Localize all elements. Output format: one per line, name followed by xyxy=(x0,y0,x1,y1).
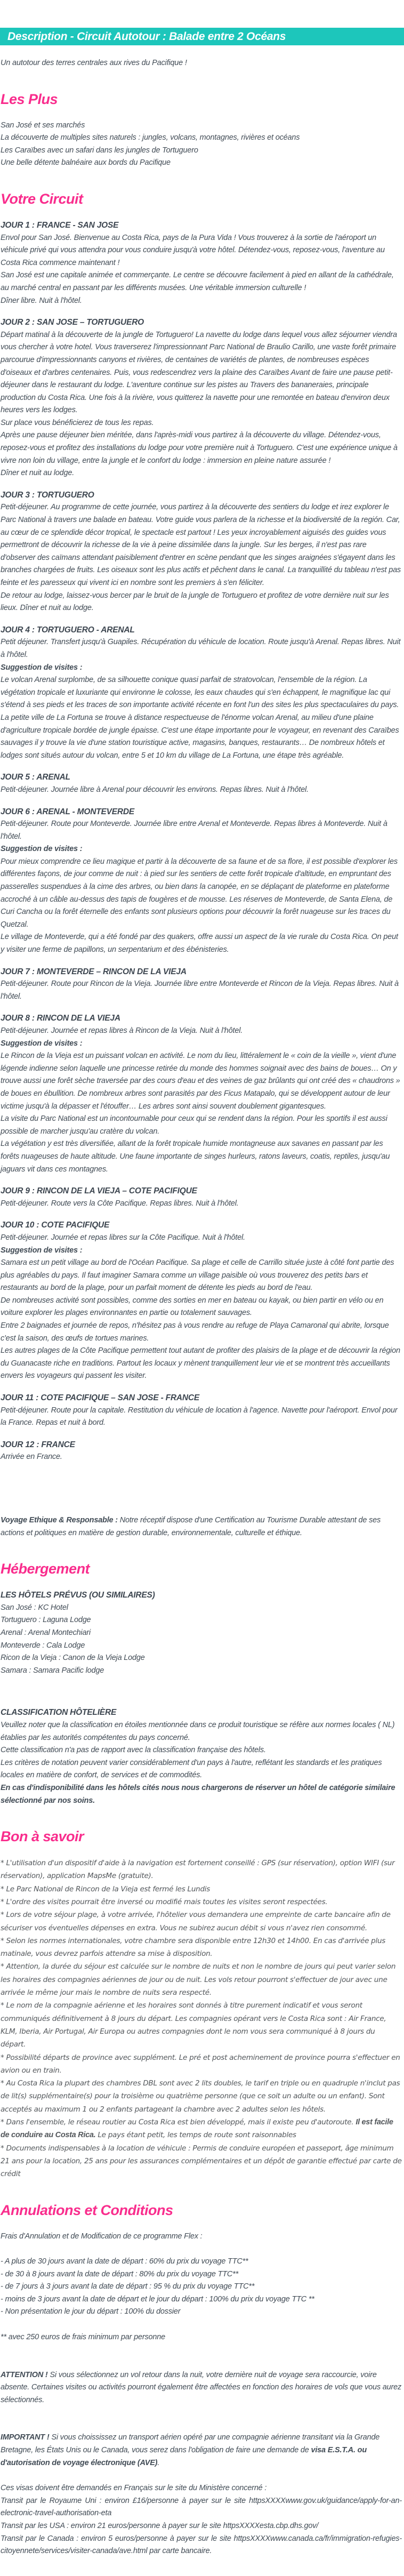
fee-item: - de 7 jours à 3 jours avant la date de départ : 95 % du prix du voyage TTC** xyxy=(1,2282,255,2291)
bon-a-savoir-item: * Dans l'ensemble, le réseau routier au Costa Rica est bien développé, mais il existe peu d'autoroute. Il est facile de conduire au Costa Rica. Le pays étant petit, les temps de route sont raisonnables xyxy=(1,2118,393,2140)
hotel-item: Arenal : Arenal Montechiari xyxy=(1,1628,91,1637)
fees-list xyxy=(1,2256,402,2318)
day-paragraph: Samara est un petit village au bord de l'Océan Pacifique. Sa plage et celle de Carrillo située juste à côté font partie des plus agréables du pays. Il faut imaginer Samara comme un village paisible où vous trouverez des petits bars et restaurants au bord de la plage, pour un parfait moment de détente les pieds au bord de l'eau. xyxy=(1,1258,394,1293)
les-plus-item: Une belle détente balnéaire aux bords du Pacifique xyxy=(1,158,171,167)
les-plus-item: La découverte de multiples sites naturels : jungles, volcans, montagnes, rivières et océans xyxy=(1,133,300,142)
classification-block xyxy=(1,1706,402,1807)
day-block xyxy=(1,489,402,615)
hotels-title: LES HÔTELS PRÉVUS (OU SIMILAIRES) xyxy=(1,1591,155,1600)
bon-a-savoir-item: * Selon les normes internationales, votre chambre sera disponible entre 12h30 et 14h00. En cas d'arrivée plus matinale, vous devrez parfois attendre sa mise à disposition. xyxy=(1,1936,386,1959)
day-paragraph: Le volcan Arenal surplombe, de sa silhouette conique quasi parfait de stratovolcan, l'ensemble de la région. La végétation tropicale et luxuriante qui environne le colosse, les eaux chaudes qui s'en échappent, le magnifique lac qui s'étend à ses pieds et les traces de son importante activité récente en font l'un des sites les plus spectaculaires du pays. La petite ville de La Fortuna se trouve à distance respectueuse de l'énorme volcan Arenal, au milieu d'une plaine d'agriculture tropicale bordée de jungle épaisse. C'est une étape importante pour le voyageur, en revenant des Caraïbes sauvages il y trouve la vie d'une station touristique active, magasins, banques, restaurants… De nombreux hôtels et lodges sont situés autour du volcan, entre 5 et 10 km du village de La Fortuna, une étape très agréable. xyxy=(1,676,399,760)
day-block xyxy=(1,624,402,763)
day-paragraph: Petit-déjeuner. Route pour Monteverde. Journée libre entre Arenal et Monteverde. Repas libres à Monteverde. Nuit à l'hôtel. xyxy=(1,820,387,841)
day-title: JOUR 3 : TORTUGUERO xyxy=(1,490,94,500)
fee-item: - A plus de 30 jours avant la date de départ : 60% du prix du voyage TTC** xyxy=(1,2257,248,2266)
hotels-list xyxy=(1,1602,402,1678)
hotel-item: Monteverde : Cala Lodge xyxy=(1,1641,85,1650)
bon-a-savoir-item: * Lors de votre séjour plage, à votre arrivée, l'hôtelier vous demandera une empreinte de carte bancaire afin de sécuriser vos éventuelles dépenses en extra. Vous ne subirez aucun débit si vous n'avez rien consommé. xyxy=(1,1911,391,1932)
day-paragraph: La végétation y est très diversifiée, allant de la forêt tropicale humide montagneuse aux savanes en passant par les forêts nuageuses de haute altitude. Une faune importante de singes hurleurs, ratons laveurs, coatis, reptiles, jusqu'au jaguars vit dans ces montagnes. xyxy=(1,1139,390,1174)
day-paragraph: La visite du Parc National est un incontournable pour ceux qui se rendent dans la région. Pour les sportifs il est aussi possible de marcher jusqu'au cratère du volcan. xyxy=(1,1114,387,1136)
day-title: JOUR 6 : ARENAL - MONTEVERDE xyxy=(1,807,135,816)
fee-item: - de 30 à 8 jours avant la date de départ : 80% du prix du voyage TTC** xyxy=(1,2269,239,2278)
day-block xyxy=(1,771,402,796)
classification-paragraphs xyxy=(1,1719,402,1807)
day-title: JOUR 5 : ARENAL xyxy=(1,773,70,782)
bon-a-savoir-item: * Documents indispensables à la location de véhicule : Permis de conduire européen et passeport, âge minimum 21 ans pour la location, 25 ans pour les assurances complémentaires et un dépôt de garantie effectué par carte de crédit xyxy=(1,2144,402,2179)
fee-item: - moins de 3 jours avant la date de départ et le jour du départ : 100% du prix du voyage TTC ** xyxy=(1,2294,314,2304)
day-paragraph: Pour mieux comprendre ce lieu magique et partir à la découverte de sa faune et de sa flore, il est possible d'explorer les différentes façons, de jour comme de nuit : à pied sur les sentiers de cette forêt tropicale d'altitude, en empruntant des passerelles suspendues à la cime des arbres, ou bien dans la canopée, en se déplaçant de plateforme en plateforme accroché à un câble au-dessus des tapis de fougères et de mousse. Les réserves de Monteverde, de Santa Elena, de Curi Cancha ou la forêt éternelle des enfants sont plusieurs options pour découvrir la forêt nuageuse sur les traces du Quetzal. xyxy=(1,857,398,929)
day-title: JOUR 12 : FRANCE xyxy=(1,1440,75,1449)
day-paragraph: Petit-déjeuner. Au programme de cette journée, vous partirez à la découverte des sentiers du lodge et irez explorer le Parc National à travers une balade en bateau. Votre guide vous parlera de la richesse et la biodiversité de la región. Car, au cœur de ce splendide décor tropical, le spectacle est partout ! Les yeux incroyablement aiguisés des guides vous permettront de découvrir la richesse de la vie à peine dissimilée dans la jungle. Sur les berges, il n'est pas rare d'observer des caïmans attendant paisiblement d'entrer en scène pendant que les singes araignées s'égayent dans les branches chargées de fruits. Les oiseaux sont les plus actifs et pêchent dans le canal. La tranquillité du tableau n'est pas feinte et les paresseux qui vivent ici en nombre sont les premiers à s'en féliciter. xyxy=(1,503,401,587)
day-paragraph: Arrivée en France. xyxy=(1,1452,62,1462)
important-paragraph: IMPORTANT ! Si vous choississez un transport aérien opéré par une compagnie aérienne transitant via la Grande Bretagne, les États Unis ou le Canada, vous serez dans l'obligation de faire une demande de visa E.S.T.A. ou d'autorisation de voyage électronique (AVE). xyxy=(1,2433,380,2467)
hotel-item: Samara : Samara Pacific lodge xyxy=(1,1666,104,1675)
visa-item: Transit par les USA : environ 21 euros/personne à payer sur le site httpsXXXXesta.cbp.dhs.gov/ xyxy=(1,2522,319,2531)
bon-a-savoir-item: * L'utilisation d'un dispositif d'aide à la navigation est fortement conseillé : GPS (sur réservation), option WIFI (sur réservation), application MapsMe (gratuite). xyxy=(1,1859,395,1881)
bon-a-savoir-item: * Le nom de la compagnie aérienne et les horaires sont donnés à titre purement indicatif et vous seront communiqués définitivement à 8 jours du départ. Les compagnies opérant vers le Costa Rica sont : Air France, KLM, Iberia, Air Portugal, Air Europa ou autres compagnies dont le nom vous sera communiqué à 8 jours du départ. xyxy=(1,2001,386,2049)
visa-item: Ces visas doivent être demandés en Français sur le site du Ministère concerné : xyxy=(1,2484,267,2493)
classification-paragraph: Cette classification n'a pas de rapport avec la classification française des hôtels. xyxy=(1,1746,266,1755)
day-paragraph: De retour au lodge, laissez-vous bercer par le bruit de la jungle de Tortuguero et profitez de votre dernière nuit sur les lieux. Dîner et nuit au lodge. xyxy=(1,591,389,613)
intro-text: Un autotour des terres centrales aux rives du Pacifique ! xyxy=(1,59,187,67)
day-title: JOUR 11 : COTE PACIFIQUE – SAN JOSE - FRANCE xyxy=(1,1393,200,1403)
fee-item: - Non présentation le jour du départ : 100% du dossier xyxy=(1,2307,181,2316)
day-paragraph: Sur place vous bénéficierez de tous les repas. xyxy=(1,418,154,427)
section-heading-bon-a-savoir: Bon à savoir xyxy=(1,1828,84,1845)
day-paragraph: Suggestion de visites : xyxy=(1,1039,83,1048)
day-block xyxy=(1,219,402,307)
day-paragraph: Après une pause déjeuner bien méritée, dans l'après-midi vous partirez à la découverte du village. Détendez-vous, reposez-vous et profitez des installations du lodge pour votre première nuit à Tortuguero. C'est une expérience unique à vivre non loin du village, entre la jungle et le confort du lodge : immersion en pleine nature assurée ! xyxy=(1,431,398,465)
annulation-intro: Frais d'Annulation et de Modification de ce programme Flex : xyxy=(1,2232,203,2241)
day-title: JOUR 9 : RINCON DE LA VIEJA – COTE PACIFIQUE xyxy=(1,1186,197,1196)
attention-paragraph: ATTENTION ! Si vous sélectionnez un vol retour dans la nuit, votre dernière nuit de voyage sera raccourcie, voire absente. Certaines visites ou activités pourront également être affectées en fonction des horaires de vols que vous aurez sélectionnés. xyxy=(1,2370,401,2404)
bon-a-savoir-list xyxy=(1,1857,402,2180)
day-paragraph: Entre 2 baignades et journée de repos, n'hésitez pas à vous rendre au refuge de Playa Camaronal qui abrite, lorsque c'est la saison, des œufs de tortues marines. xyxy=(1,1321,389,1343)
day-paragraph: Suggestion de visites : xyxy=(1,1246,83,1255)
hotel-item: Tortuguero : Laguna Lodge xyxy=(1,1616,91,1625)
day-block xyxy=(1,1439,402,1464)
classification-paragraph: Veuillez noter que la classification en étoiles mentionnée dans ce produit touristique se réfère aux normes locales ( NL) établies par les autorités compétentes du pays concerné. xyxy=(1,1720,395,1742)
section-heading-les-plus: Les Plus xyxy=(1,91,58,107)
hotel-item: Ricon de la Vieja : Canon de la Vieja Lodge xyxy=(1,1654,145,1663)
day-block xyxy=(1,1012,402,1176)
day-paragraph: Petit-déjeuner. Route pour la capitale. Restitution du véhicule de location à l'agence. Navette pour l'aéroport. Envol pour la France. Repas et nuit à bord. xyxy=(1,1406,398,1427)
day-paragraph: San José est une capitale animée et commerçante. Le centre se découvre facilement à pied en allant de la cathédrale, au marché central en passant par les différents musées. Une véritable immersion culturelle ! xyxy=(1,271,394,292)
les-plus-list xyxy=(1,119,402,170)
day-paragraph: Petit-déjeuner. Route vers la Côte Pacifique. Repas libres. Nuit à l'hôtel. xyxy=(1,1199,239,1208)
day-paragraph: Envol pour San José. Bienvenue au Costa Rica, pays de la Pura Vida ! Vous trouverez à la sortie de l'aéroport un véhicule privé qui vous attendra pour vous conduire jusqu'à votre hôtel. Détendez-vous, reposez-vous, l'aventure au Costa Rica commence maintenant ! xyxy=(1,233,385,267)
bon-a-savoir-item: * Attention, la durée du séjour est calculée sur le nombre de nuits et non le nombre de jours qui peut varier selon les horaires des compagnies aériennes de jour ou de nuit. Les vols retour pourront s'effectuer de jour avec une arrivée le même jour mais le nombre de nuits sera respecté. xyxy=(1,1962,396,1997)
day-paragraph: Le village de Monteverde, qui a été fondé par des quakers, offre aussi un aspect de la vie rurale du Costa Rica. On peut y visiter une ferme de papillons, un serpentarium et des ébénisteries. xyxy=(1,933,398,954)
description-banner xyxy=(0,28,404,45)
day-paragraph: Petit-déjeuner. Journée et repas libres à Rincon de la Vieja. Nuit à l'hôtel. xyxy=(1,1026,243,1035)
day-block xyxy=(1,1392,402,1430)
day-block xyxy=(1,806,402,957)
hotel-item: San José : KC Hotel xyxy=(1,1603,68,1612)
document-content xyxy=(0,57,404,2558)
day-paragraph: Les autres plages de la Côte Pacifique permettent tout autant de profiter des plaisirs de la plage et de découvrir la région du Guanacaste riche en traditions. Partout les locaux y mènent tranquillement leur vie et se montrent très accueillants envers les voyageurs qui passent les visiter. xyxy=(1,1346,400,1381)
day-paragraph: De nombreuses activité sont possibles, comme des sorties en mer en bateau ou kayak, ou bien partir en vélo ou en voiture explorer les plages environnantes en partie ou totalement sauvages. xyxy=(1,1296,384,1318)
day-block xyxy=(1,966,402,1004)
day-paragraph: Dîner et nuit au lodge. xyxy=(1,469,75,478)
section-heading-votre-circuit: Votre Circuit xyxy=(1,190,83,207)
ethique-paragraph: Voyage Ethique & Responsable : Notre réceptif dispose d'une Certification au Tourisme Durable attestant de ses actions et politiques en matière de gestion durable, environnementale, culturelle et éthique. xyxy=(1,1516,381,1537)
day-paragraph: Suggestion de visites : xyxy=(1,845,83,854)
classification-title: CLASSIFICATION HÔTELIÈRE xyxy=(1,1708,117,1718)
banner-title: Description - Circuit Autotour : Balade entre 2 Océans xyxy=(7,30,286,43)
day-paragraph: Petit-déjeuner. Journée et repas libres sur la Côte Pacifique. Nuit à l'hôtel. xyxy=(1,1233,245,1242)
day-title: JOUR 4 : TORTUGUERO - ARENAL xyxy=(1,625,135,635)
days-list xyxy=(1,219,402,1464)
bon-a-savoir-item: * Au Costa Rica la plupart des chambres DBL sont avec 2 lits doubles, le tarif en triple ou en quadruple n'inclut pas de lit(s) supplémentaire(s) pour la troisième ou quatrième personne (que ce soit un adulte ou un enfant). Sont acceptés au maximum 1 ou 2 enfants partageant la chambre avec 2 adultes selon les hôtels. xyxy=(1,2079,400,2114)
visas-list xyxy=(1,2482,402,2558)
bon-a-savoir-item: * L'ordre des visites pourrait être inversé ou modifié mais toutes les visites seront respectées. xyxy=(1,1897,328,1906)
classification-paragraph: En cas d'indisponibilité dans les hôtels cités nous nous chargerons de réserver un hôtel de catégorie similaire sélectionné par nos soins. xyxy=(1,1783,395,1805)
day-paragraph: Petit déjeuner. Transfert jusqu'à Guapiles. Récupération du véhicule de location. Route jusqu'à Arenal. Repas libres. Nuit à l'hôtel. xyxy=(1,638,401,659)
visa-item: Transit par le Royaume Uni : environ £16/personne à payer sur le site httpsXXXXwww.gov.uk/guidance/apply-for-an-electronic-travel-authorisation-eta xyxy=(1,2496,402,2518)
visa-item: Transit par le Canada : environ 5 euros/personne à payer sur le site httpsXXXXwww.canada.ca/fr/immigration-refugies-citoyennete/services/visiter-canada/ave.html par carte bancaire. xyxy=(1,2534,402,2556)
day-paragraph: Petit-déjeuner. Route pour Rincon de la Vieja. Journée libre entre Monteverde et Rincon de la Vieja. Repas libres. Nuit à l'hôtel. xyxy=(1,980,399,1001)
day-title: JOUR 2 : SAN JOSE – TORTUGUERO xyxy=(1,318,144,327)
top-whitespace xyxy=(0,0,404,28)
day-title: JOUR 10 : COTE PACIFIQUE xyxy=(1,1221,110,1230)
day-paragraph: Le Rincon de la Vieja est un puissant volcan en activité. Le nom du lieu, littéralement le « coin de la vieille », vient d'une légende indienne selon laquelle une princesse retirée du monde des hommes soignait avec des bains de boues… On y trouve aussi une forêt sèche traversée par des cours d'eau et des veines de gaz brûlants qui ont créé des « chaudrons » de boues en ébullition. De nombreux arbres sont parasités par des Ficus Matapalo, qui se développent autour de leur victime jusqu'à la dépasser et l'étouffer… Les arbres sont ainsi souvent doublement gigantesques. xyxy=(1,1052,400,1111)
section-heading-hebergement: Hébergement xyxy=(1,1561,90,1577)
les-plus-item: San José et ses marchés xyxy=(1,121,85,130)
day-title: JOUR 8 : RINCON DE LA VIEJA xyxy=(1,1014,120,1023)
bon-a-savoir-item: * Le Parc National de Rincon de la Vieja est fermé les Lundis xyxy=(1,1884,211,1893)
day-title: JOUR 1 : FRANCE - SAN JOSE xyxy=(1,220,119,230)
day-paragraph: Dîner libre. Nuit à l'hôtel. xyxy=(1,296,82,305)
day-paragraph: Petit-déjeuner. Journée libre à Arenal pour découvrir les environs. Repas libres. Nuit à l'hôtel. xyxy=(1,785,309,794)
les-plus-item: Les Caraïbes avec un safari dans les jungles de Tortuguero xyxy=(1,146,198,155)
day-paragraph: Départ matinal à la découverte de la jungle de Tortuguero! La navette du lodge dans lequel vous allez séjourner viendra vous chercher à votre hotel. Vous traverserez l'impressionnant Parc National de Braulio Carillo, une vaste forêt primaire parcourue d'impressionnants canyons et rivières, de centaines de variétés de plantes, de nombreuses espèces d'oiseaux et d'arbres centenaires. Puis, vous redescendrez vers la plaine des Caraïbes Avant de faire une pause petit-déjeuner dans le restaurant du lodge. L'aventure continue sur les pistes au Travers des bananeraies, principale production du Costa Rica. Une fois à la rivière, vous quitterez la navette pour une remontée en bateau d'environ deux heures vers les lodges. xyxy=(1,330,397,415)
section-heading-annulations: Annulations et Conditions xyxy=(1,2202,173,2218)
section-gap xyxy=(1,1464,402,1514)
day-title: JOUR 7 : MONTEVERDE – RINCON DE LA VIEJA xyxy=(1,967,187,976)
day-block xyxy=(1,1185,402,1210)
bon-a-savoir-item: * Possibilité départs de province avec supplément. Le pré et post acheminement de province pourra s'effectuer en avion ou en train. xyxy=(1,2053,400,2075)
day-paragraph: Suggestion de visites : xyxy=(1,663,83,672)
classification-paragraph: Les critères de notation peuvent varier considérablement d'un pays à l'autre, reflétant les standards et les pratiques locales en matière de confort, de services et de commodités. xyxy=(1,1758,382,1780)
fees-note: ** avec 250 euros de frais minimum par personne xyxy=(1,2333,165,2342)
day-block xyxy=(1,1219,402,1383)
day-block xyxy=(1,316,402,480)
